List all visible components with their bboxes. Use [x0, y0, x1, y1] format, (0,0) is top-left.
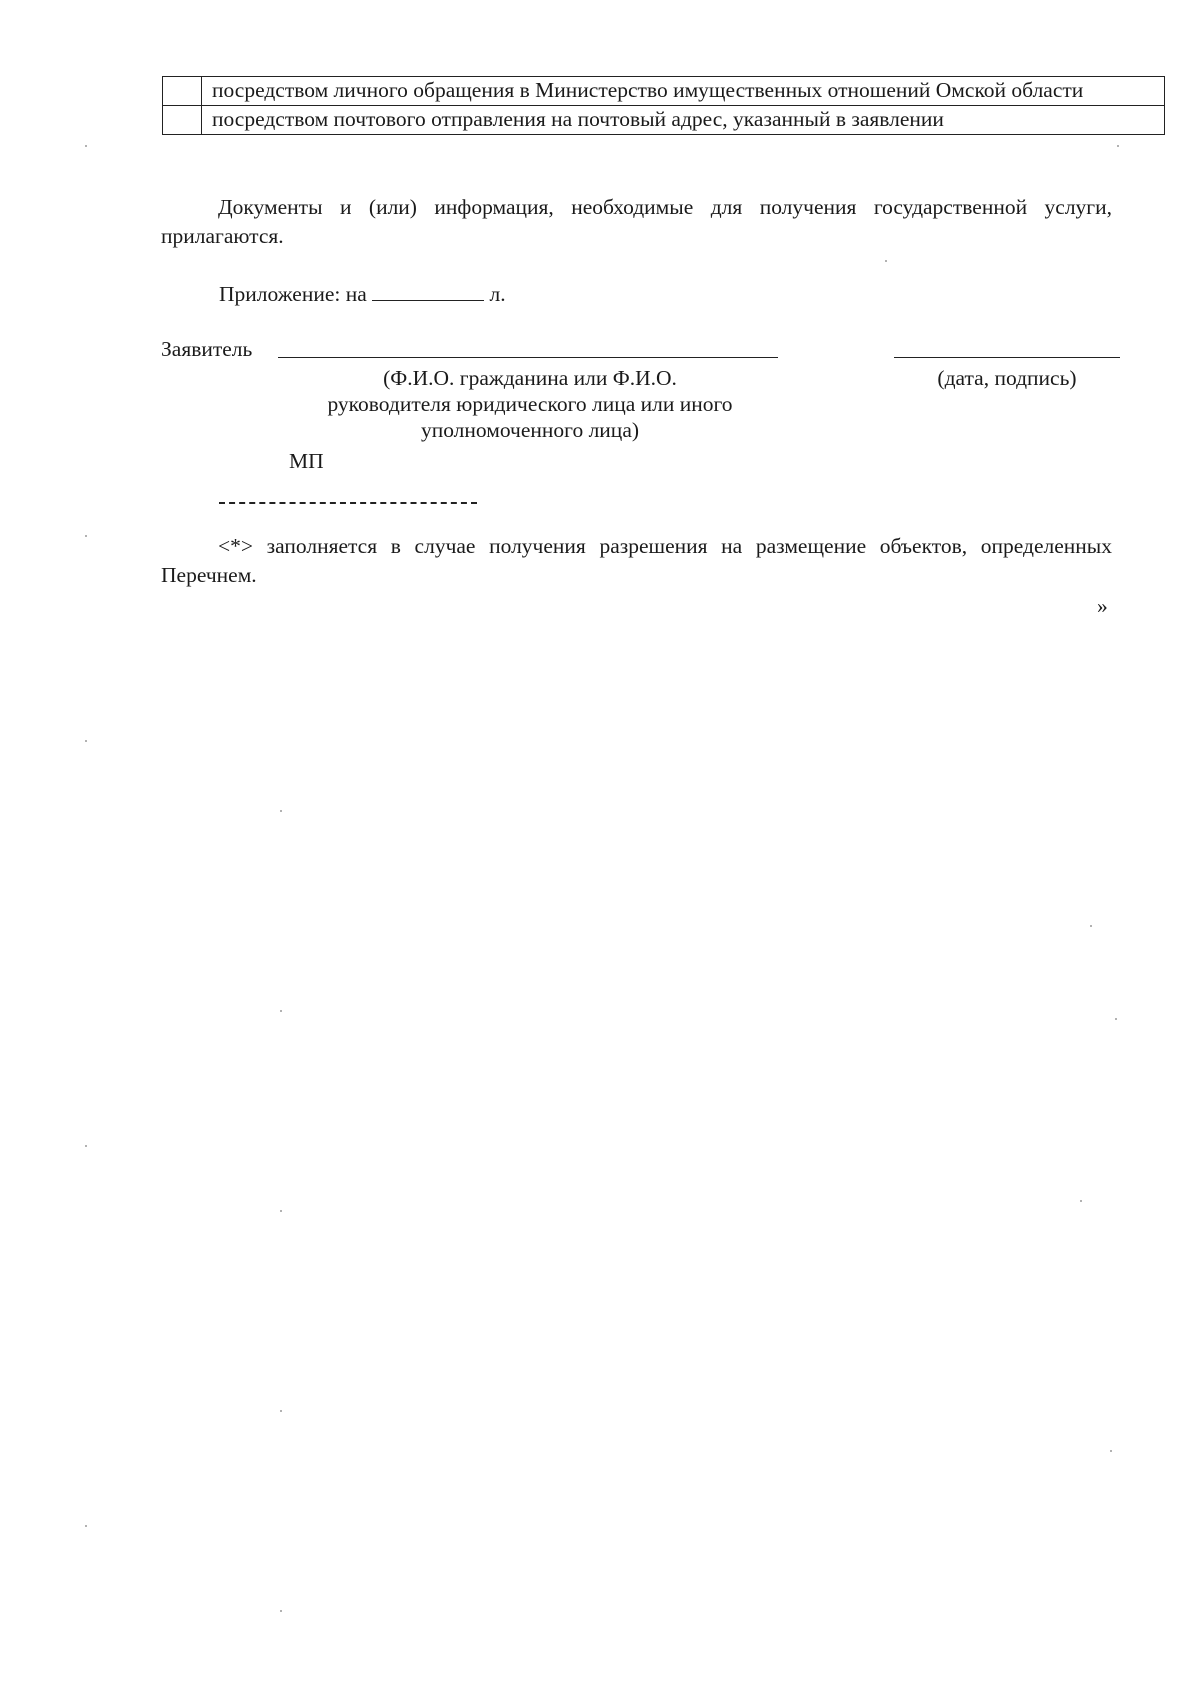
scan-speck: [280, 1010, 282, 1012]
scan-speck: [85, 535, 87, 537]
scan-speck: [1115, 1018, 1117, 1020]
table-row: [163, 106, 1165, 135]
name-caption-line2: руководителя юридического лица или иного: [327, 392, 733, 416]
documents-paragraph: Документы и (или) информация, необходимые для получения государственной услуги, прилагаются.: [161, 195, 1112, 248]
applicant-label: Заявитель: [161, 337, 253, 361]
scan-speck: [85, 740, 87, 742]
scan-speck: [280, 810, 282, 812]
attachment-pages-field[interactable]: [372, 284, 484, 301]
seal-label: МП: [289, 449, 324, 473]
scan-speck: [280, 1410, 282, 1412]
scan-speck: [280, 1210, 282, 1212]
scan-speck: [85, 1145, 87, 1147]
checkbox-cell[interactable]: [163, 106, 202, 135]
scan-speck: [85, 1525, 87, 1527]
attachment-label: Приложение: на: [219, 282, 367, 306]
footnote-text: <*> заполняется в случае получения разрешения на размещение объектов, определенных Перечнем.: [161, 534, 1112, 587]
scan-speck: [1117, 145, 1119, 147]
scan-speck: [280, 1610, 282, 1612]
closing-quote: »: [1097, 594, 1108, 618]
date-signature-caption: (дата, подпись): [937, 366, 1077, 390]
checkbox-cell[interactable]: [163, 77, 202, 106]
scan-speck: [1090, 925, 1092, 927]
scan-speck: [885, 260, 887, 262]
table-row: [163, 77, 1165, 106]
option-text: посредством почтового отправления на почтовый адрес, указанный в заявлении: [202, 106, 1165, 135]
scan-speck: [1110, 1450, 1112, 1452]
name-caption-line1: (Ф.И.О. гражданина или Ф.И.О.: [383, 366, 677, 390]
applicant-name-field[interactable]: [278, 357, 778, 358]
footnote-separator: [219, 502, 477, 504]
name-caption-line3: уполномоченного лица): [420, 418, 640, 442]
date-signature-field[interactable]: [894, 357, 1120, 358]
attachment-suffix: л.: [489, 282, 506, 306]
scan-speck: [85, 145, 87, 147]
scan-speck: [1080, 1200, 1082, 1202]
delivery-options-table: [162, 76, 1165, 135]
attachment-line: [219, 281, 506, 307]
option-text: посредством личного обращения в Министерство имущественных отношений Омской области: [202, 77, 1165, 106]
